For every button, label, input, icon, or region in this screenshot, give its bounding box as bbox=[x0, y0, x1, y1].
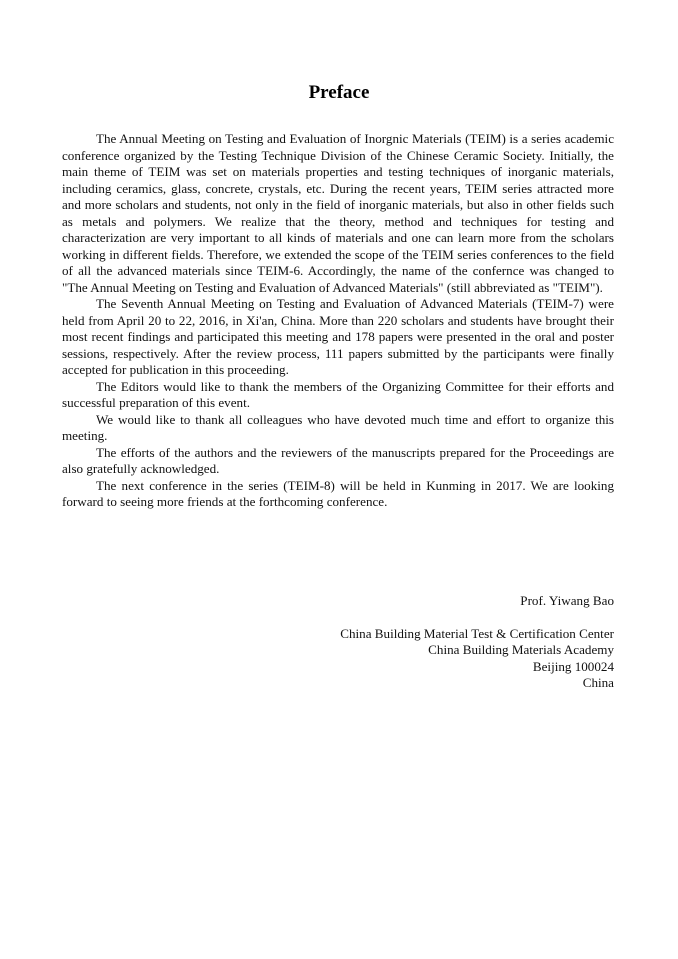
signature-block bbox=[340, 593, 614, 692]
paragraph-teim7: The Seventh Annual Meeting on Testing and Evaluation of Advanced Materials (TEIM-7) were held from April 20 to 22, 2016, in Xi'an, China. More than 220 scholars and students have brought their most recent findings and participated this meeting and 178 papers were presented in the oral and poster sessions, respectively. After the review process, 111 papers submitted by the participants were finally accepted for publication in this proceeding. bbox=[62, 296, 614, 377]
paragraph-intro: The Annual Meeting on Testing and Evaluation of Inorgnic Materials (TEIM) is a series academic conference organized by the Testing Technique Division of the Chinese Ceramic Society. Initially, the main theme of TEIM was set on materials properties and testing techniques of inorganic materials, including ceramics, glass, concrete, crystals, etc. During the recent years, TEIM series attracted more and more scholars and students, not only in the field of inorganic materials, but also in other fields such as metals and polymers. We realize that the theory, method and techniques for testing and characterization are very important to all kinds of materials and one can learn more from the scholars working in different fields. Therefore, we extended the scope of the TEIM series conferences to the field of all the advanced materials since TEIM-6. Accordingly, the name of the confernce was changed to "The Annual Meeting on Testing and Evaluation of Advanced Materials" (still abbreviated as "TEIM"). bbox=[62, 131, 614, 295]
paragraph-next-conference: The next conference in the series (TEIM-8) will be held in Kunming in 2017. We are looking forward to seeing more friends at the forthcoming conference. bbox=[62, 477, 614, 509]
affiliation-line: China bbox=[582, 675, 614, 690]
author-name: Prof. Yiwang Bao bbox=[520, 593, 614, 608]
affiliation-line: China Building Materials Academy bbox=[428, 642, 614, 657]
paragraph-thanks-colleagues: We would like to thank all colleagues who have devoted much time and effort to organize this meeting. bbox=[62, 411, 614, 443]
paragraph-thanks-editors: The Editors would like to thank the members of the Organizing Committee for their efforts and successful preparation of this event. bbox=[62, 378, 614, 410]
page-title: Preface bbox=[308, 82, 370, 103]
paragraph-thanks-authors: The efforts of the authors and the reviewers of the manuscripts prepared for the Proceedings are also gratefully acknowledged. bbox=[62, 444, 614, 476]
affiliation-line: China Building Material Test & Certification Center bbox=[340, 625, 614, 641]
affiliation-line: Beijing 100024 bbox=[532, 658, 614, 674]
preface-body bbox=[62, 131, 614, 511]
